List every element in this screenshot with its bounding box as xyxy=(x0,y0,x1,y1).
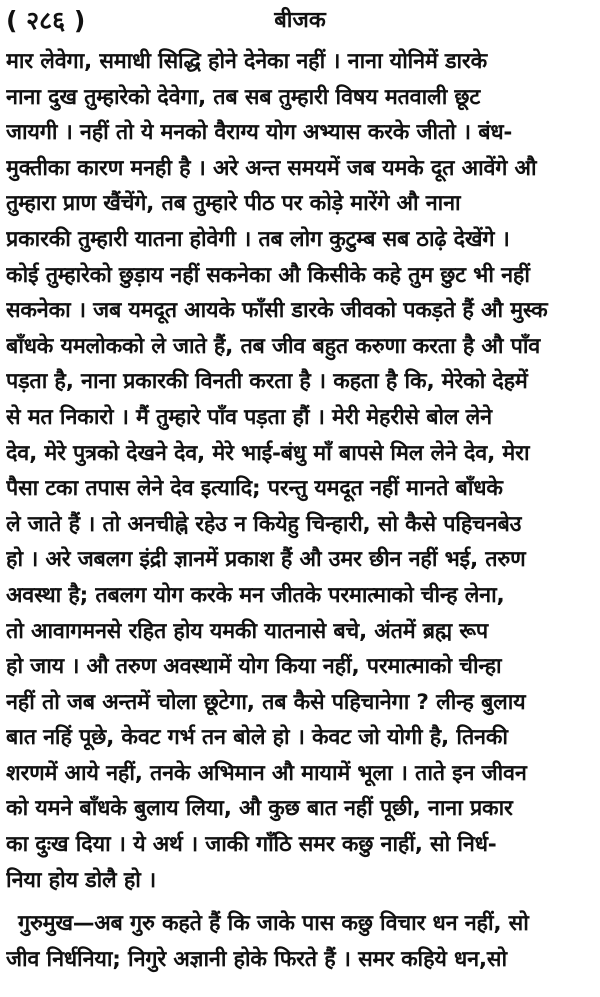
page-header xyxy=(0,4,600,38)
text-line: गुरुमुख—अब गुरु कहते हैं कि जाके पास कछु विचार धन नहीं, सो xyxy=(18,911,529,937)
text-line: हो जाय । औ तरुण अवस्थामें योग किया नहीं, परमात्माको चीन्हा xyxy=(6,654,502,680)
paragraph-2 xyxy=(6,906,594,977)
text-line: मुक्तीका कारण मनही है । अरे अन्त समयमें जब यमके दूत आवेंगे औ xyxy=(6,155,537,181)
text-line: जीव निर्धनिया; निगुरे अज्ञानी होके फिरते हैं । समर कहिये धन,सो xyxy=(6,946,507,972)
page-title: बीजक xyxy=(274,8,326,33)
paragraph-gap xyxy=(6,898,594,906)
text-line: तुम्हारा प्राण खैंचेंगे, तब तुम्हारे पीठ पर कोड़े मारेंगे औ नाना xyxy=(6,191,461,217)
text-line: का दुःख दिया । ये अर्थ । जाकी गाँठि समर कछु नाहीं, सो निर्ध- xyxy=(6,832,497,858)
text-line: पैसा टका तपास लेने देव इत्यादि; परन्तु यमदूत नहीं मानते बाँधके xyxy=(6,476,503,502)
text-line: बात नहिं पूछे, केवट गर्भ तन बोले हो । केवट जो योगी है, तिनकी xyxy=(6,725,508,751)
text-line: जायगी । नहीं तो ये मनको वैराग्य योग अभ्यास करके जीतो । बंध- xyxy=(6,120,513,146)
text-line: से मत निकारो । मैं तुम्हारे पाँव पड़ता हौं । मेरी मेहरीसे बोल लेने xyxy=(6,404,492,430)
text-line: सकनेका । जब यमदूत आयके फाँसी डारके जीवको पकड़ते हैं औ मुस्क xyxy=(6,298,548,324)
text-line: प्रकारकी तुम्हारी यातना होवेगी । तब लोग कुटुम्ब सब ठाढ़े देखेंगे । xyxy=(6,226,510,252)
paragraph-1 xyxy=(6,44,594,898)
text-line: पड़ता है, नाना प्रकारकी विनती करता है । कहता है कि, मेरेको देहमें xyxy=(6,369,528,395)
text-line: कोई तुम्हारेको छुड़ाय नहीं सकनेका औ किसीके कहे तुम छुट भी नहीं xyxy=(6,262,530,288)
text-line: ले जाते हैं । तो अनचीह्ने रहेउ न कियेहु चिन्हारी, सो कैसे पहिचनबेउ xyxy=(6,511,522,537)
text-line: नाना दुख तुम्हारेको देवेगा, तब सब तुम्हारी विषय मतवाली छूट xyxy=(6,84,481,110)
text-line: बाँधके यमलोकको ले जाते हैं, तब जीव बहुत करुणा करता है औ पाँव xyxy=(6,333,541,359)
text-line: हो । अरे जबलग इंद्री ज्ञानमें प्रकाश हैं औ उमर छीन नहीं भई, तरुण xyxy=(6,547,526,573)
text-line: नहीं तो जब अन्तमें चोला छूटेगा, तब कैसे पहिचानेगा ? लीन्ह बुलाय xyxy=(6,689,526,715)
text-line: तो आवागमनसे रहित होय यमकी यातनासे बचे, अंतमें ब्रह्म रूप xyxy=(6,618,488,644)
text-line: शरणमें आये नहीं, तनके अभिमान औ मायामें भूला । ताते इन जीवन xyxy=(6,760,527,786)
text-line: देव, मेरे पुत्रको देखने देव, मेरे भाई-बंधु माँ बापसे मिल लेने देव, मेरा xyxy=(6,440,530,466)
body-text xyxy=(6,44,594,977)
text-line: निया होय डोलै हो । xyxy=(6,867,156,893)
text-line: मार लेवेगा, समाधी सिद्धि होने देनेका नहीं । नाना योनिमें डारके xyxy=(6,49,487,74)
page-number: ( २८६ ) xyxy=(6,6,86,35)
text-line: को यमने बाँधके बुलाय लिया, औ कुछ बात नहीं पूछी, नाना प्रकार xyxy=(6,796,513,822)
text-line: अवस्था है; तबलग योग करके मन जीतके परमात्माको चीन्ह लेना, xyxy=(6,582,505,608)
